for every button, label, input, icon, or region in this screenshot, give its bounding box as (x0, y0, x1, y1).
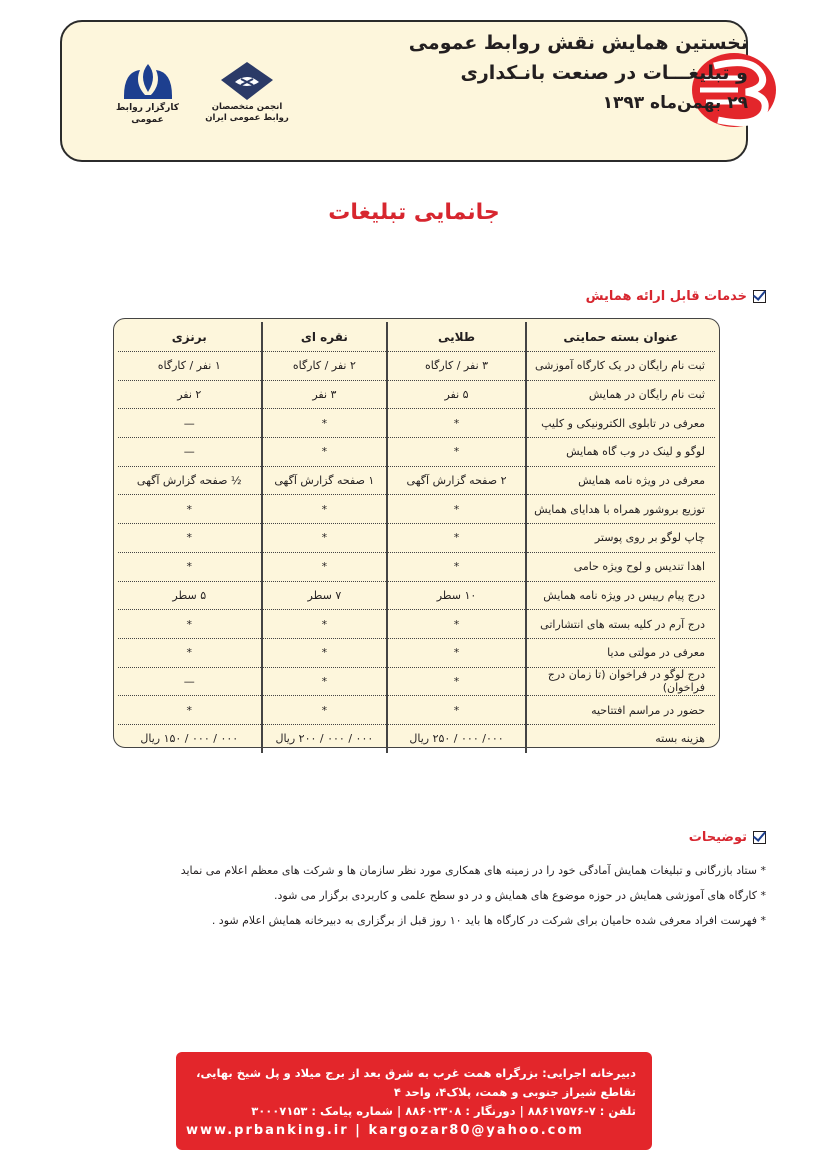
package-value-cell: ½ صفحه گزارش آگهی (118, 466, 262, 495)
note-item: * کارگاه های آموزشی همایش در حوزه موضوع های همایش و در دو سطح علمی و کاربردی برگزار می شود. (274, 889, 766, 902)
row-label-cell: ثبت نام رایگان در یک کارگاه آموزشی (526, 352, 715, 381)
association-caption-1: انجمن متخصصان (211, 102, 283, 112)
package-value-cell: * (387, 524, 526, 553)
row-label-cell: معرفی در مولتی مدیا (526, 638, 715, 667)
row-label-cell: اهدا تندیس و لوح ویژه حامی (526, 552, 715, 581)
package-value-cell: * (118, 610, 262, 639)
row-label-cell: حضور در مراسم افتتاحیه (526, 696, 715, 725)
services-heading-label: خدمات قابل ارائه همایش (585, 289, 747, 304)
table-row (118, 667, 715, 696)
package-value-cell: * (262, 696, 388, 725)
row-label-cell: ثبت نام رایگان در همایش (526, 380, 715, 409)
table-row (118, 581, 715, 610)
package-value-cell: * (118, 495, 262, 524)
table-row (118, 438, 715, 467)
package-value-cell: * (262, 495, 388, 524)
table-row (118, 409, 715, 438)
package-value-cell: ۳ نفر (262, 380, 388, 409)
package-value-cell: ۰۰۰/ ۰۰۰ / ۲۵۰ ریال (387, 724, 526, 752)
package-value-cell: * (387, 438, 526, 467)
footer-web-email: www.prbanking.ir | kargozar80@yahoo.com (186, 1123, 584, 1138)
kargozar-logo (100, 62, 195, 126)
row-label-cell: معرفی در تابلوی الکترونیکی و کلیپ (526, 409, 715, 438)
note-item: * فهرست افراد معرفی شده حامیان برای شرکت در کارگاه ها باید ۱۰ روز قبل از برگزاری به دبیرخانه همایش اعلام شود . (211, 914, 766, 927)
kargozar-caption: کارگزار روابط عمومی (116, 103, 179, 125)
package-value-cell: ۲ نفر (118, 380, 262, 409)
note-item: * ستاد بازرگانی و تبلیغات همایش آمادگی خود را در زمینه های همکاری مورد نظر سازمان ها و شرکت های معظم اعلام می نماید (180, 864, 766, 877)
notes-heading (689, 830, 766, 845)
page-title: جانمایی تبلیغات (328, 200, 500, 225)
services-heading (586, 289, 766, 304)
row-label-cell: درج آرم در کلیه بسته های انتشاراتی (526, 610, 715, 639)
package-value-cell: * (262, 667, 388, 696)
package-value-cell: * (387, 610, 526, 639)
package-value-cell: ۱۰ سطر (387, 581, 526, 610)
package-value-cell: * (387, 495, 526, 524)
package-value-cell: ۲ نفر / کارگاه (262, 352, 388, 381)
footer-contact-box (176, 1052, 652, 1150)
package-value-cell: * (262, 409, 388, 438)
package-value-cell: — (118, 667, 262, 696)
package-value-cell: * (118, 696, 262, 725)
column-header: نقره ای (262, 322, 388, 352)
package-value-cell: * (118, 524, 262, 553)
table-row (118, 552, 715, 581)
table-row (118, 380, 715, 409)
table-row (118, 724, 715, 752)
services-table (118, 322, 715, 753)
row-label-cell: هزینه بسته (655, 732, 705, 746)
package-value-cell: — (118, 409, 262, 438)
package-value-cell: — (118, 438, 262, 467)
row-label-cell: درج لوگو در فراخوان (تا زمان درج فراخوان) (526, 667, 715, 696)
package-value-cell: * (387, 638, 526, 667)
package-value-cell: ۰۰۰ / ۰۰۰ / ۱۵۰ ریال (118, 724, 262, 752)
package-value-cell: ۳ نفر / کارگاه (387, 352, 526, 381)
conference-title-line2: و تبلیغـــات در صنعت بانـکداری (460, 62, 748, 84)
package-value-cell: * (387, 696, 526, 725)
package-value-cell: ۵ سطر (118, 581, 262, 610)
footer-address-line2: تقاطع شیراز جنوبی و همت، پلاک۴، واحد ۴ (393, 1085, 636, 1099)
package-value-cell: * (387, 409, 526, 438)
package-value-cell: * (262, 524, 388, 553)
conference-title-line1: نخستین همایش نقش روابط عمومی (408, 32, 748, 54)
table-row (118, 696, 715, 725)
column-header: برنزی (118, 322, 262, 352)
package-value-cell: ۱ نفر / کارگاه (118, 352, 262, 381)
table-row (118, 610, 715, 639)
conference-title (388, 28, 748, 118)
association-emblem-icon (219, 60, 275, 102)
table-row (118, 524, 715, 553)
package-value-cell: ۲ صفحه گزارش آگهی (387, 466, 526, 495)
row-label-cell: لوگو و لینک در وب گاه همایش (526, 438, 715, 467)
package-value-cell: * (262, 610, 388, 639)
column-header: طلایی (387, 322, 526, 352)
kargozar-emblem-icon (120, 62, 176, 100)
table-header-row (118, 322, 715, 352)
package-value-cell: * (118, 552, 262, 581)
row-label-cell: درج پیام رییس در ویژه نامه همایش (526, 581, 715, 610)
conference-date: ۲۹ بهمن‌ماه ۱۳۹۳ (602, 93, 748, 113)
package-value-cell: * (387, 667, 526, 696)
package-value-cell: ۰۰۰ / ۰۰۰ / ۲۰۰ ریال (262, 724, 388, 752)
package-value-cell: * (387, 552, 526, 581)
table-row (118, 638, 715, 667)
package-value-cell: * (262, 438, 388, 467)
table-row (118, 352, 715, 381)
notes-heading-label: توضیحات (688, 830, 747, 845)
checkbox-icon (753, 831, 766, 844)
package-value-cell: ۱ صفحه گزارش آگهی (262, 466, 388, 495)
column-header: عنوان بسته حمایتی (526, 322, 715, 352)
package-value-cell: * (262, 638, 388, 667)
package-value-cell: ۷ سطر (262, 581, 388, 610)
notes-list (66, 858, 766, 933)
row-label-cell: توزیع بروشور همراه با هدایای همایش (526, 495, 715, 524)
checkbox-icon (753, 290, 766, 303)
association-logo (205, 60, 289, 124)
package-value-cell: * (262, 552, 388, 581)
footer-phone-line: تلفن : ۷-۸۸۶۱۷۵۷۶ | دورنگار : ۸۸۶۰۲۳۰۸ | شماره پیامک : ۳۰۰۰۷۱۵۳ (251, 1104, 636, 1118)
association-caption-2: روابط عمومی ایران (205, 113, 289, 123)
package-value-cell: * (118, 638, 262, 667)
table-row (118, 495, 715, 524)
table-row (118, 466, 715, 495)
footer-address-line1: دبیرخانه اجرایی: بزرگراه همت غرب به شرق بعد از برج میلاد و پل شیخ بهایی، (196, 1066, 636, 1080)
package-value-cell: ۵ نفر (387, 380, 526, 409)
row-label-cell: چاپ لوگو بر روی پوستر (526, 524, 715, 553)
row-label-cell: معرفی در ویژه نامه همایش (526, 466, 715, 495)
